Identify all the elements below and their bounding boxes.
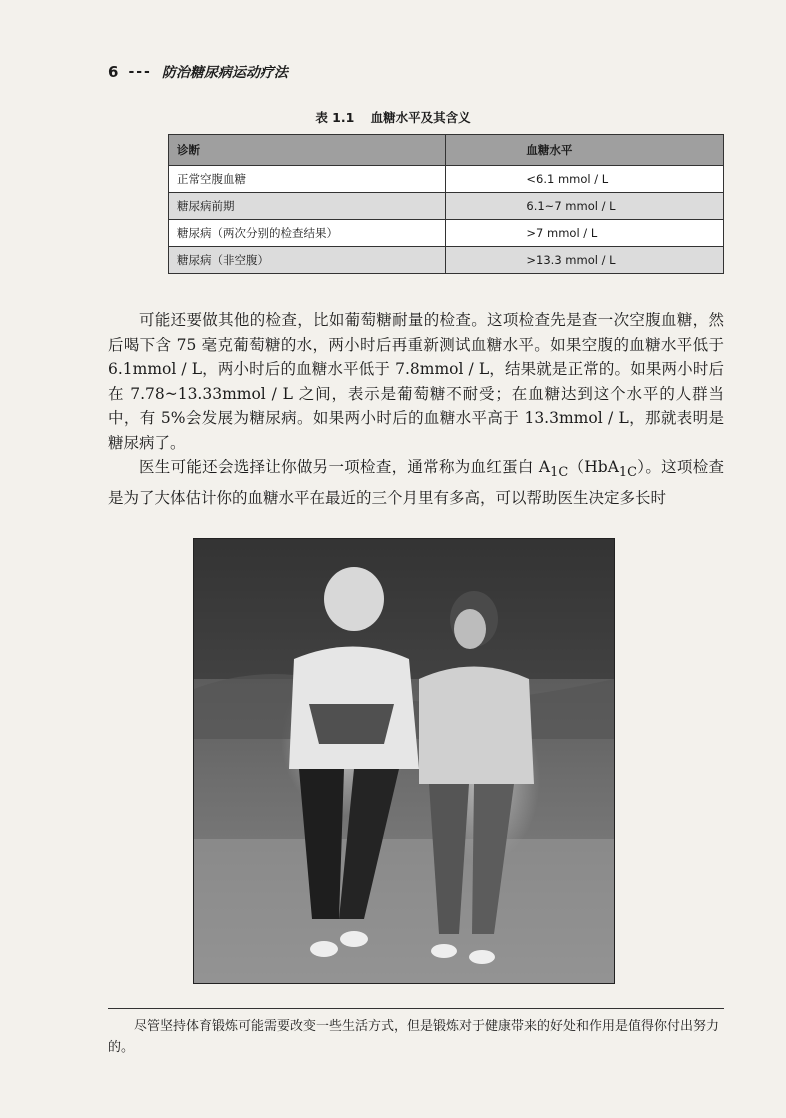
subscript-1c: 1C <box>618 465 638 481</box>
page-number: 6 <box>108 63 119 81</box>
cell-diagnosis: 糖尿病（非空腹） <box>169 247 446 274</box>
body-text <box>108 308 724 510</box>
cell-diagnosis: 糖尿病前期 <box>169 193 446 220</box>
cell-level: >13.3 mmol / L <box>446 247 724 274</box>
header-dashes: --- <box>128 64 152 80</box>
walking-women-photo <box>193 538 615 984</box>
table-row <box>169 166 724 193</box>
subscript-1c: 1C <box>550 465 569 481</box>
cell-diagnosis: 正常空腹血糖 <box>169 166 446 193</box>
paragraph-hba1c: 医生可能还会选择让你做另一项检查，通常称为血红蛋白 $A_{1C}(HbA_{1C})$。这项检查是为了大体估计你的血糖水平在最近的三个月里有多高，可以帮助医生决定多长时 <box>108 458 724 507</box>
cell-level: <6.1 mmol / L <box>446 166 724 193</box>
page-header <box>108 62 288 82</box>
photo-illustration <box>194 539 614 983</box>
figure-caption: 尽管坚持体育锻炼可能需要改变一些生活方式，但是锻炼对于健康带来的好处和作用是值得你付出努力的。 <box>108 1019 720 1055</box>
table-caption-number: 表 1.1 <box>315 110 355 125</box>
column-header-level: 血糖水平 <box>446 135 724 166</box>
table-row <box>169 193 724 220</box>
glucose-level-table <box>168 134 724 274</box>
column-header-diagnosis: 诊断 <box>169 135 446 166</box>
table-row <box>169 220 724 247</box>
cell-diagnosis: 糖尿病（两次分别的检查结果） <box>169 220 446 247</box>
caption-divider <box>108 1008 724 1009</box>
table-caption-title: 血糖水平及其含义 <box>370 110 471 125</box>
cell-level: 6.1~7 mmol / L <box>446 193 724 220</box>
paragraph-glucose-tolerance: 可能还要做其他的检查，比如葡萄糖耐量的检查。这项检查先是查一次空腹血糖，然后喝下含 75 毫克葡萄糖的水，两小时后再重新测试血糖水平。如果空腹的血糖水平低于 6.1mmol / L，两小时后的血糖水平低于 7.8mmol / L，结果就是正常的。如果两小时后在 7.78~13.33mmol / L 之间，表示是葡萄糖不耐受；在血糖达到这个水平的人群当中，有 5%会发展为糖尿病。如果两小时后的血糖水平高于 13.3mmol / L，那就表明是糖尿病了。 <box>108 311 724 452</box>
book-title: 防治糖尿病运动疗法 <box>161 65 288 81</box>
cell-level: >7 mmol / L <box>446 220 724 247</box>
table-header-row <box>169 135 724 166</box>
table-row <box>169 247 724 274</box>
table-caption <box>0 108 786 126</box>
